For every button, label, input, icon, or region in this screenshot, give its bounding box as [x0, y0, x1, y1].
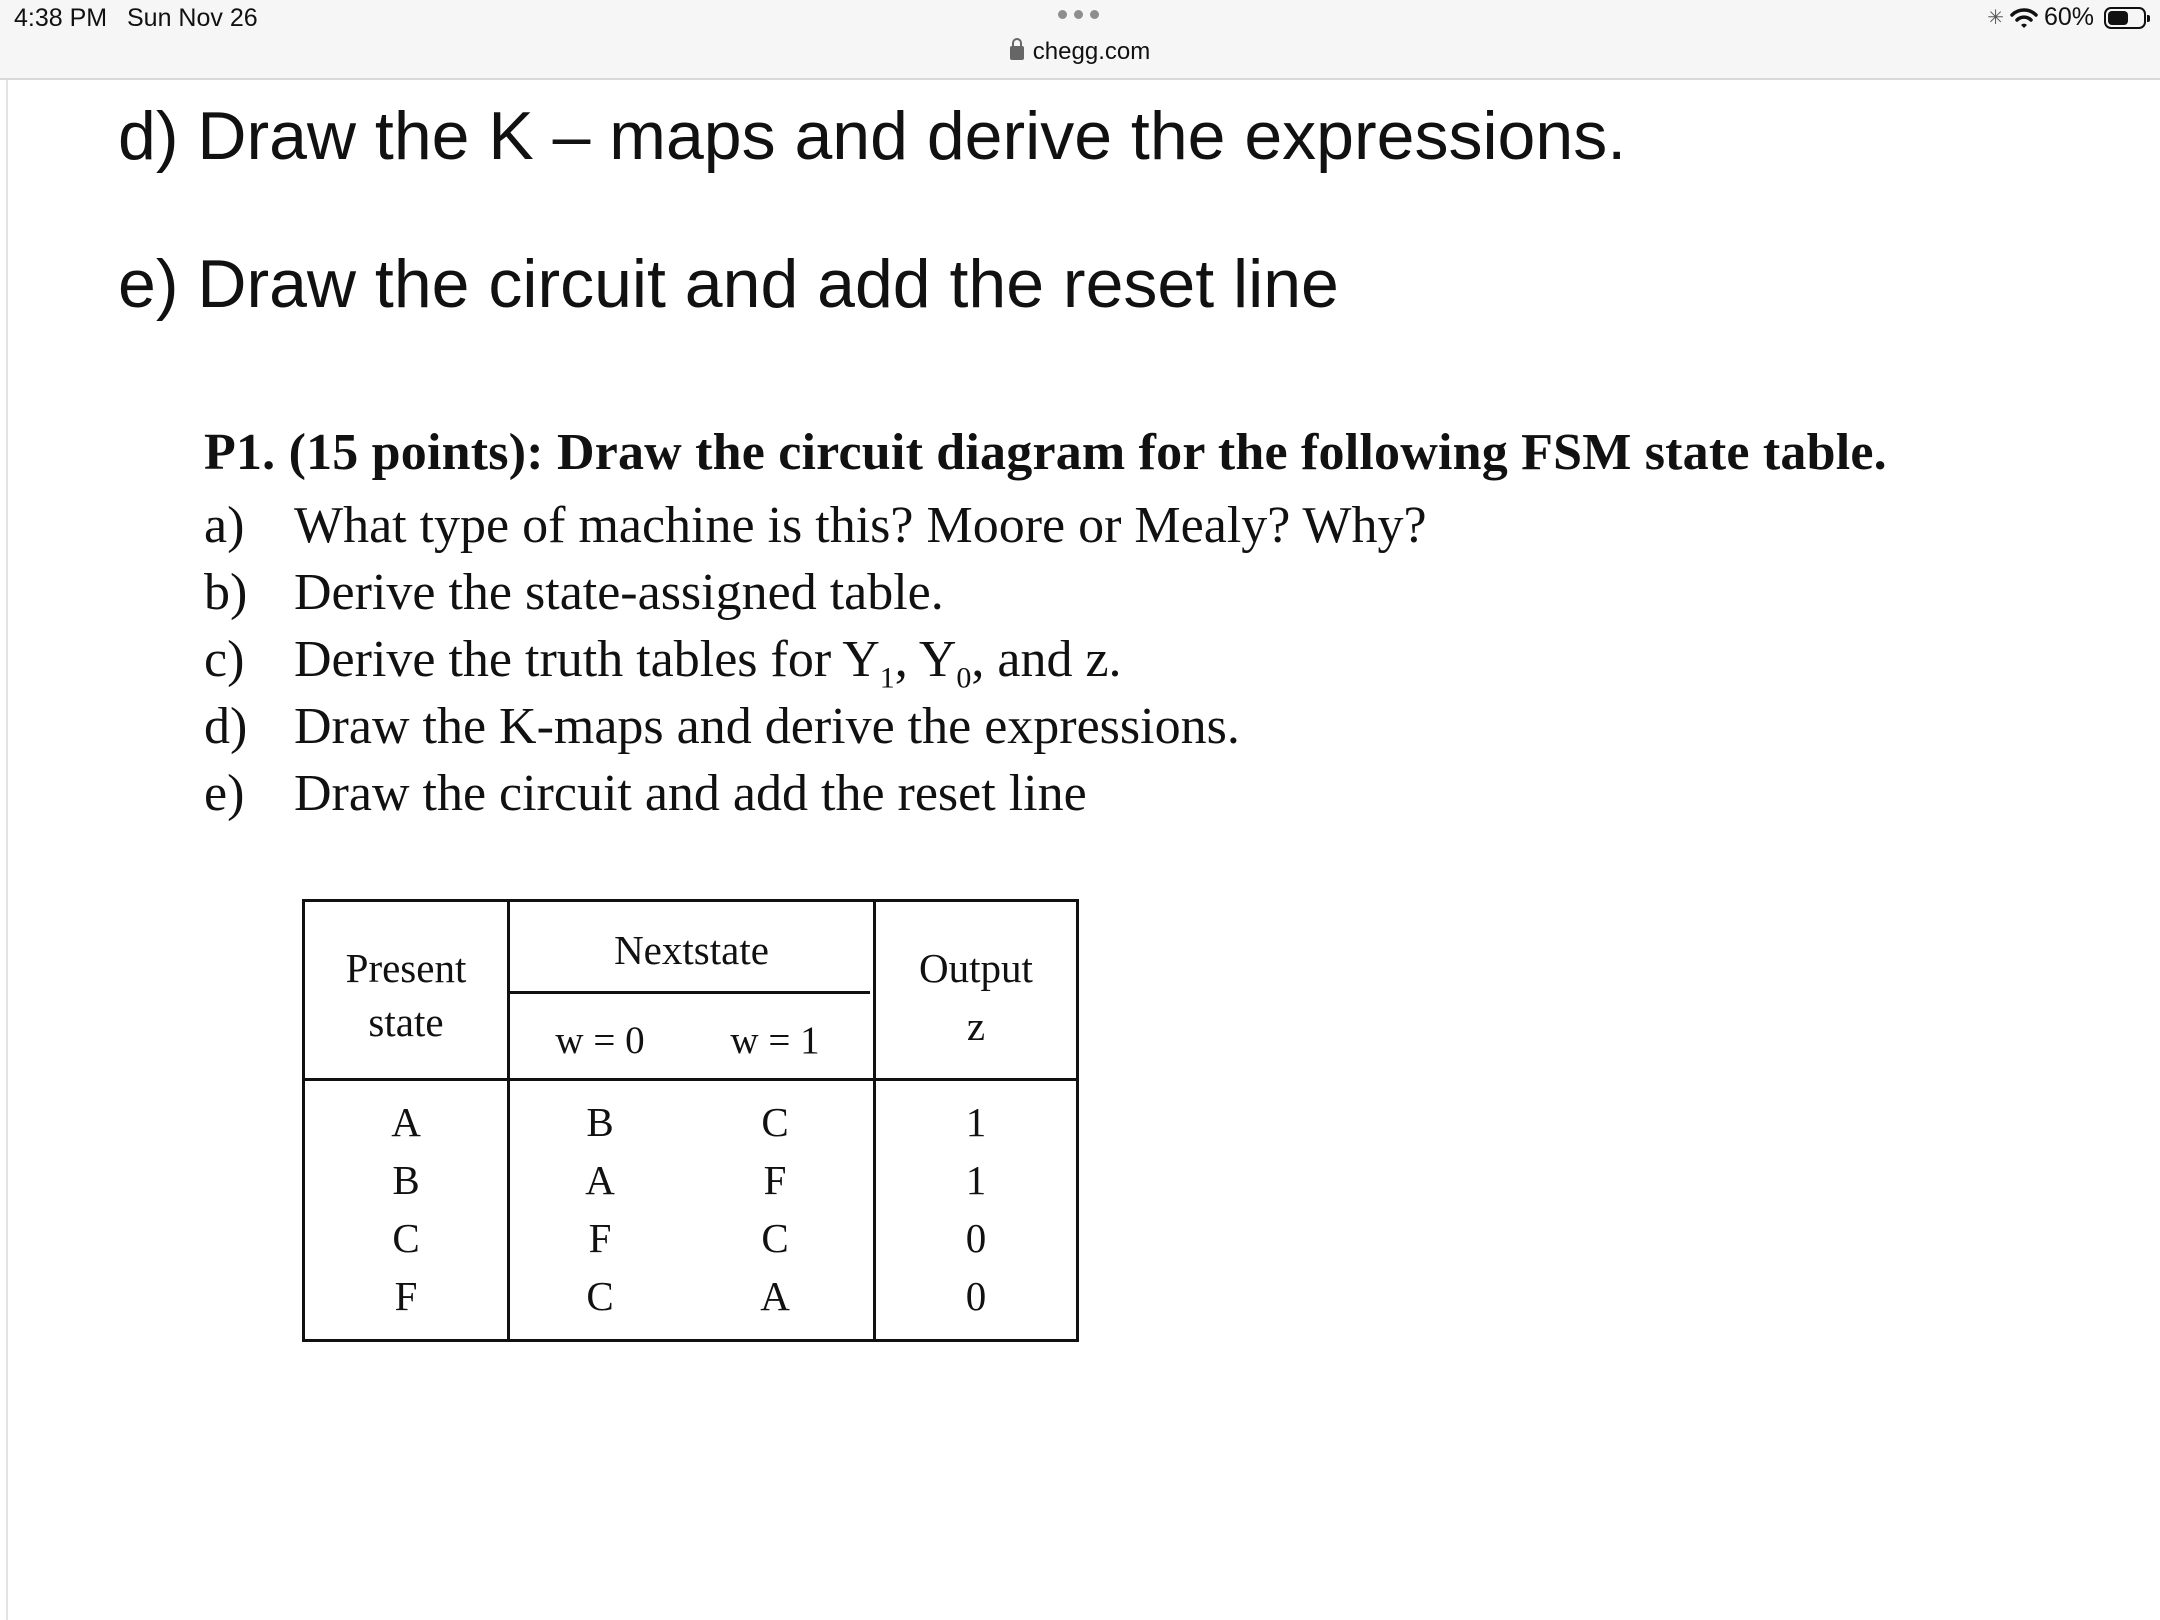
header-z: z [966, 1003, 986, 1049]
table-cell-present: F [394, 1273, 418, 1319]
status-date: Sun Nov 26 [127, 4, 258, 32]
header-state: state [368, 999, 444, 1045]
table-cell-present: A [391, 1099, 421, 1145]
table-cell-present: B [392, 1157, 420, 1203]
question-text: Draw the circuit and add the reset line [294, 765, 1087, 822]
table-cell-present: C [392, 1215, 420, 1261]
problem-title: P1. (15 points): Draw the circuit diagram for the following FSM state table. [204, 424, 1887, 481]
status-time: 4:38 PM [14, 4, 108, 32]
question-letter: d) [204, 698, 248, 755]
brightness-icon: ✳ [1987, 7, 2004, 29]
question-text: Derive the truth tables for $Y_1$, $Y_0$, and z. [294, 631, 1122, 695]
question-letter: c) [204, 631, 245, 688]
question-text: Derive the state-assigned table. [294, 564, 944, 621]
question-text: Draw the K-maps and derive the expressions. [294, 698, 1240, 755]
header-present: Present [345, 945, 467, 991]
header-nextstate: Nextstate [614, 927, 769, 973]
header-output: Output [919, 945, 1033, 991]
large-question-d: d) Draw the K – maps and derive the expressions. [118, 98, 1627, 174]
table-cell-z: 1 [965, 1157, 987, 1203]
battery-percent: 60% [2043, 3, 2094, 31]
multitasking-dots-icon[interactable] [1058, 10, 1099, 19]
header-w1: w = 1 [730, 1019, 820, 1062]
table-cell-w1: C [761, 1099, 789, 1145]
battery-icon [2104, 7, 2146, 29]
page-edge-rule [6, 80, 8, 1620]
table-cell-w0: B [586, 1099, 614, 1145]
table-cell-w0: A [585, 1157, 615, 1203]
table-cell-w0: C [586, 1273, 614, 1319]
table-cell-w1: F [763, 1157, 787, 1203]
question-letter: a) [204, 497, 245, 554]
table-cell-z: 0 [965, 1215, 987, 1261]
wifi-icon [2010, 7, 2038, 29]
question-letter: e) [204, 765, 245, 822]
question-letter: b) [204, 564, 248, 621]
lock-icon [1010, 46, 1024, 60]
table-cell-z: 1 [965, 1099, 987, 1145]
battery-level [2108, 11, 2128, 25]
table-cell-w1: A [760, 1273, 790, 1319]
url-text: chegg.com [1032, 38, 1151, 65]
header-w0: w = 0 [555, 1019, 645, 1062]
status-bar [0, 0, 2160, 80]
fsm-state-table [302, 899, 1079, 1342]
table-cell-w1: C [761, 1215, 789, 1261]
table-cell-w0: F [588, 1215, 612, 1261]
address-bar[interactable] [0, 38, 2160, 66]
table-divider [507, 991, 870, 994]
status-indicators [1987, 3, 2146, 32]
large-question-e: e) Draw the circuit and add the reset line [118, 246, 1339, 322]
table-divider [305, 1078, 1076, 1081]
table-cell-z: 0 [965, 1273, 987, 1319]
question-text: What type of machine is this? Moore or Mealy? Why? [294, 497, 1427, 554]
